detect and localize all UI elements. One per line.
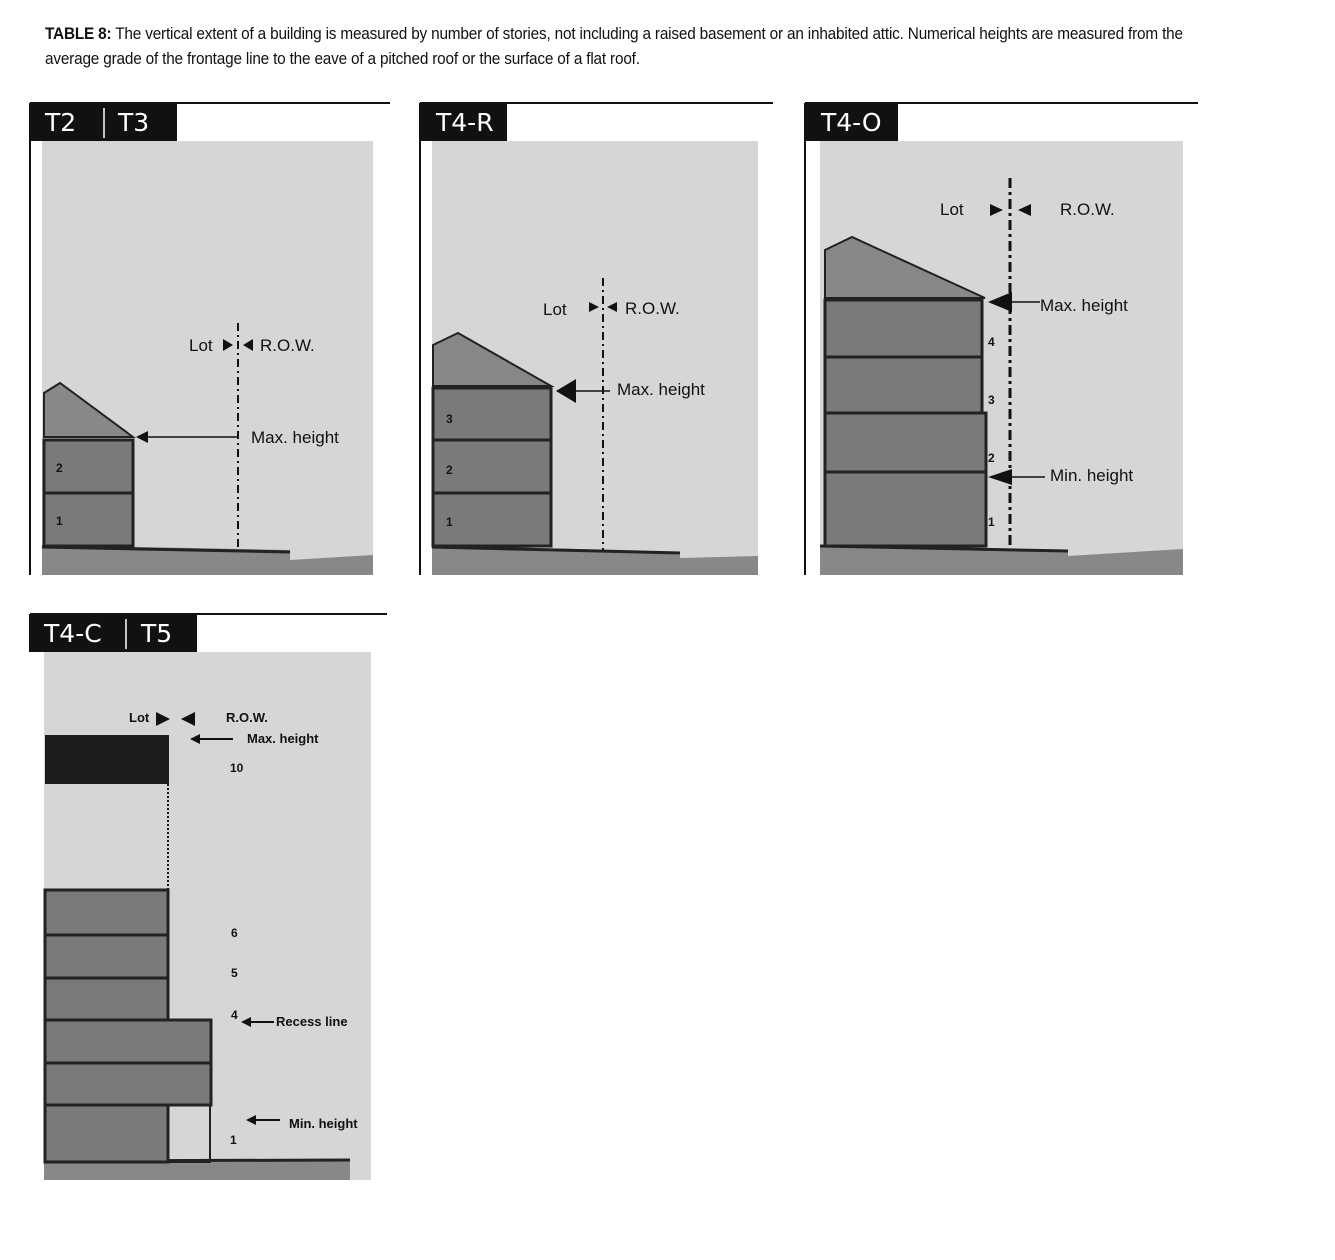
min-height-label: Min. height: [1050, 466, 1134, 485]
tab-label: T3: [118, 108, 150, 137]
floor-number: 5: [231, 966, 238, 980]
row-label: R.O.W.: [1060, 200, 1115, 219]
tab-label: T4-O: [821, 108, 882, 137]
floor-number: 1: [446, 515, 453, 529]
max-height-block: [45, 735, 169, 784]
floor-number: 1: [988, 515, 995, 529]
tab-label: T4-R: [436, 108, 494, 137]
floor-number: 2: [446, 463, 453, 477]
min-height-label: Min. height: [289, 1116, 358, 1131]
row-label: R.O.W.: [625, 299, 680, 318]
floor-number: 4: [988, 335, 995, 349]
caption-label: TABLE 8:: [45, 25, 112, 43]
max-height-label: Max. height: [251, 428, 339, 447]
max-height-label: Max. height: [1040, 296, 1128, 315]
floor-number: 2: [988, 451, 995, 465]
tab-label: T2: [45, 108, 77, 137]
floor-number: 2: [56, 461, 63, 475]
recess-line-label: Recess line: [276, 1014, 348, 1029]
row-label: R.O.W.: [226, 710, 268, 725]
panel-t4-o: [805, 103, 1198, 575]
panel-t2-t3: [30, 103, 390, 575]
lot-label: Lot: [543, 300, 567, 319]
caption-text: The vertical extent of a building is measured by number of stories, not including a raised basement or an inhabited attic. Numerical heights are measured from the average grade of the frontage line to the eave of a pitched roof or the surface of a flat roof.: [45, 25, 1183, 68]
floor-number: 10: [230, 761, 244, 775]
floor-number: 1: [56, 514, 63, 528]
panel-t4-c-t5: [30, 614, 387, 1180]
panel-t4-r: [420, 103, 773, 575]
row-label: R.O.W.: [260, 336, 315, 355]
lot-label: Lot: [189, 336, 213, 355]
max-height-label: Max. height: [247, 731, 319, 746]
tab-label: T5: [141, 619, 173, 648]
floor-number: 6: [231, 926, 238, 940]
floor-number: 1: [230, 1133, 237, 1147]
floor-number: 4: [231, 1008, 238, 1022]
floor-number: 3: [988, 393, 995, 407]
lot-label: Lot: [940, 200, 964, 219]
tab-label: T4-C: [44, 619, 102, 648]
max-height-label: Max. height: [617, 380, 705, 399]
floor-number: 3: [446, 412, 453, 426]
lot-label: Lot: [129, 710, 150, 725]
